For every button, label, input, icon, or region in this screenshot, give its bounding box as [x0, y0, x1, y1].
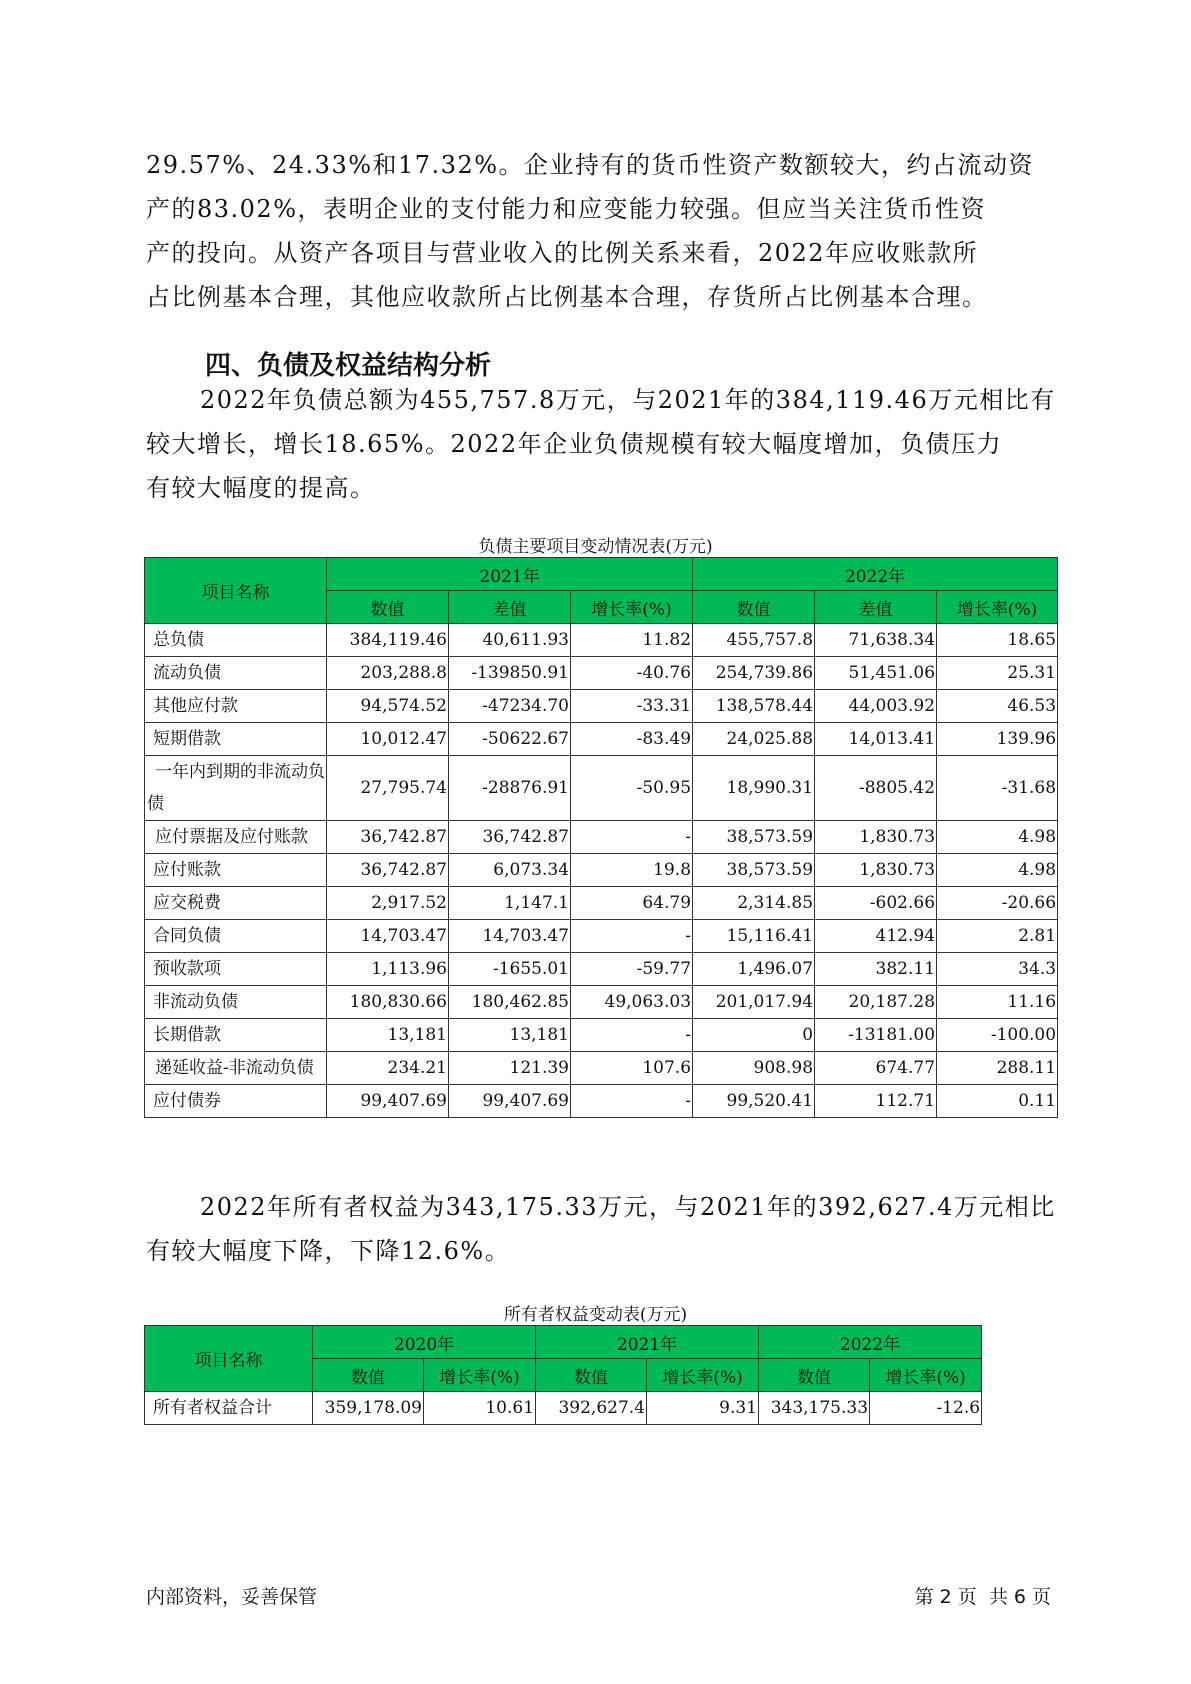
cell-value: 1,496.07: [693, 953, 815, 986]
footer-page-number: 第 2 页 共 6 页: [914, 1586, 1051, 1608]
cell-value: 382.11: [815, 953, 937, 986]
cell-value: 455,757.8: [693, 624, 815, 657]
cell-value: 44,003.92: [815, 690, 937, 723]
cell-value: -47234.70: [449, 690, 571, 723]
header-year: 2021年: [327, 558, 693, 591]
cell-value: 359,178.09: [313, 1392, 424, 1425]
cell-value: 412.94: [815, 920, 937, 953]
cell-value: 11.82: [571, 624, 693, 657]
row-label: 应交税费: [145, 887, 327, 920]
cell-value: 1,147.1: [449, 887, 571, 920]
cell-value: 234.21: [327, 1052, 449, 1085]
row-label: 其他应付款: [145, 690, 327, 723]
cell-value: 180,462.85: [449, 986, 571, 1019]
header-year: 2022年: [693, 558, 1058, 591]
cell-value: 24,025.88: [693, 723, 815, 756]
cell-value: 49,063.03: [571, 986, 693, 1019]
cell-value: 2.81: [937, 920, 1058, 953]
cell-value: 4.98: [937, 821, 1058, 854]
cell-value: 201,017.94: [693, 986, 815, 1019]
cell-value: -1655.01: [449, 953, 571, 986]
cell-value: 384,119.46: [327, 624, 449, 657]
header-year: 2022年: [759, 1326, 982, 1359]
cell-value: 14,703.47: [449, 920, 571, 953]
cell-value: 2,314.85: [693, 887, 815, 920]
cell-value: 19.8: [571, 854, 693, 887]
cell-value: 34.3: [937, 953, 1058, 986]
subheader: 数值: [313, 1359, 424, 1392]
cell-value: -50.95: [571, 756, 693, 821]
subheader: 增长率(%): [870, 1359, 982, 1392]
cell-value: -8805.42: [815, 756, 937, 821]
row-label: 应付账款: [145, 854, 327, 887]
subheader: 数值: [327, 591, 449, 624]
header-year: 2021年: [536, 1326, 759, 1359]
table-row: [145, 690, 1058, 723]
subheader: 数值: [693, 591, 815, 624]
row-label: 短期借款: [145, 723, 327, 756]
cell-value: 121.39: [449, 1052, 571, 1085]
cell-value: 71,638.34: [815, 624, 937, 657]
cell-value: -28876.91: [449, 756, 571, 821]
row-label: 流动负债: [145, 657, 327, 690]
cell-value: -40.76: [571, 657, 693, 690]
cell-value: -: [571, 1019, 693, 1052]
cell-value: 14,013.41: [815, 723, 937, 756]
cell-value: -602.66: [815, 887, 937, 920]
subheader: 数值: [536, 1359, 647, 1392]
cell-value: 99,407.69: [327, 1085, 449, 1118]
cell-value: -20.66: [937, 887, 1058, 920]
cell-value: 46.53: [937, 690, 1058, 723]
cell-value: 18,990.31: [693, 756, 815, 821]
cell-value: 107.6: [571, 1052, 693, 1085]
cell-value: 14,703.47: [327, 920, 449, 953]
cell-value: 908.98: [693, 1052, 815, 1085]
subheader: 增长率(%): [647, 1359, 759, 1392]
table-row: [145, 756, 1058, 821]
cell-value: 1,113.96: [327, 953, 449, 986]
section-heading: 四、负债及权益结构分析: [205, 351, 492, 381]
table-row: [145, 821, 1058, 854]
cell-value: 51,451.06: [815, 657, 937, 690]
text-line: 产的83.02%，表明企业的支付能力和应变能力较强。但应当关注货币性资: [146, 195, 987, 223]
row-label: 合同负债: [145, 920, 327, 953]
cell-value: 11.16: [937, 986, 1058, 1019]
text-line: 占比例基本合理，其他应收款所占比例基本合理，存货所占比例基本合理。: [146, 283, 988, 311]
table-row: [145, 1052, 1058, 1085]
subheader: 增长率(%): [571, 591, 693, 624]
cell-value: 392,627.4: [536, 1392, 647, 1425]
cell-value: 254,739.86: [693, 657, 815, 690]
table-row: [145, 657, 1058, 690]
cell-value: -50622.67: [449, 723, 571, 756]
cell-value: 99,407.69: [449, 1085, 571, 1118]
text-line: 产的投向。从资产各项目与营业收入的比例关系来看，2022年应收账款所: [146, 239, 979, 267]
liabilities-table: [144, 557, 1058, 1118]
cell-value: 203,288.8: [327, 657, 449, 690]
cell-value: 10,012.47: [327, 723, 449, 756]
cell-value: 180,830.66: [327, 986, 449, 1019]
text-line: 有较大幅度下降，下降12.6%。: [146, 1237, 511, 1265]
equity-table: [144, 1325, 982, 1425]
cell-value: -139850.91: [449, 657, 571, 690]
header-item-name: 项目名称: [145, 558, 327, 624]
cell-value: 36,742.87: [327, 854, 449, 887]
cell-value: -59.77: [571, 953, 693, 986]
subheader: 增长率(%): [937, 591, 1058, 624]
cell-value: -: [571, 821, 693, 854]
row-label: 预收款项: [145, 953, 327, 986]
cell-value: 27,795.74: [327, 756, 449, 821]
row-label: 非流动负债: [145, 986, 327, 1019]
row-label: 应付票据及应付账款: [145, 821, 327, 854]
table1-caption: 负债主要项目变动情况表(万元): [478, 537, 713, 557]
text-line: 2022年负债总额为455,757.8万元，与2021年的384,119.46万元相比有: [200, 386, 1056, 414]
table-row: [145, 986, 1058, 1019]
table2-caption: 所有者权益变动表(万元): [503, 1305, 688, 1325]
cell-value: -13181.00: [815, 1019, 937, 1052]
footer-confidential: 内部资料，妥善保管: [146, 1586, 318, 1608]
cell-value: 64.79: [571, 887, 693, 920]
subheader: 差值: [449, 591, 571, 624]
cell-value: 9.31: [647, 1392, 759, 1425]
text-line: 有较大幅度的提高。: [146, 474, 376, 502]
row-label: 所有者权益合计: [145, 1392, 313, 1425]
text-line: 较大增长，增长18.65%。2022年企业负债规模有较大幅度增加，负债压力: [146, 430, 1003, 458]
cell-value: 36,742.87: [449, 821, 571, 854]
cell-value: 25.31: [937, 657, 1058, 690]
cell-value: 1,830.73: [815, 821, 937, 854]
subheader: 数值: [759, 1359, 870, 1392]
text-line: 2022年所有者权益为343,175.33万元，与2021年的392,627.4万元相比: [200, 1193, 1056, 1221]
cell-value: 6,073.34: [449, 854, 571, 887]
cell-value: -: [571, 1085, 693, 1118]
cell-value: 1,830.73: [815, 854, 937, 887]
cell-value: 40,611.93: [449, 624, 571, 657]
cell-value: -31.68: [937, 756, 1058, 821]
table-row: [145, 953, 1058, 986]
cell-value: 2,917.52: [327, 887, 449, 920]
cell-value: 38,573.59: [693, 821, 815, 854]
cell-value: 38,573.59: [693, 854, 815, 887]
table-row: [145, 1085, 1058, 1118]
table-row: [145, 1019, 1058, 1052]
row-label: 总负债: [145, 624, 327, 657]
cell-value: 13,181: [327, 1019, 449, 1052]
table-row: [145, 887, 1058, 920]
cell-value: 288.11: [937, 1052, 1058, 1085]
header-year: 2020年: [313, 1326, 536, 1359]
cell-value: -83.49: [571, 723, 693, 756]
cell-value: 36,742.87: [327, 821, 449, 854]
cell-value: 18.65: [937, 624, 1058, 657]
cell-value: -: [571, 920, 693, 953]
table-row: [145, 920, 1058, 953]
cell-value: 139.96: [937, 723, 1058, 756]
cell-value: -33.31: [571, 690, 693, 723]
cell-value: 0: [693, 1019, 815, 1052]
header-item-name: 项目名称: [145, 1326, 313, 1392]
header-row: [145, 1326, 982, 1359]
table-row: [145, 624, 1058, 657]
cell-value: 112.71: [815, 1085, 937, 1118]
cell-value: 15,116.41: [693, 920, 815, 953]
row-label: 一年内到期的非流动负债: [145, 756, 327, 821]
subheader: 差值: [815, 591, 937, 624]
row-label: 应付债券: [145, 1085, 327, 1118]
header-row: [145, 558, 1058, 591]
row-label: 长期借款: [145, 1019, 327, 1052]
table-row: [145, 723, 1058, 756]
table-row: [145, 854, 1058, 887]
cell-value: 20,187.28: [815, 986, 937, 1019]
cell-value: -12.6: [870, 1392, 982, 1425]
row-label: 递延收益-非流动负债: [145, 1052, 327, 1085]
cell-value: 343,175.33: [759, 1392, 870, 1425]
cell-value: 13,181: [449, 1019, 571, 1052]
text-line: 29.57%、24.33%和17.32%。企业持有的货币性资产数额较大，约占流动资: [146, 151, 1035, 179]
subheader: 增长率(%): [424, 1359, 536, 1392]
cell-value: -100.00: [937, 1019, 1058, 1052]
cell-value: 94,574.52: [327, 690, 449, 723]
cell-value: 10.61: [424, 1392, 536, 1425]
cell-value: 138,578.44: [693, 690, 815, 723]
cell-value: 4.98: [937, 854, 1058, 887]
cell-value: 0.11: [937, 1085, 1058, 1118]
table-row: [145, 1392, 982, 1425]
cell-value: 99,520.41: [693, 1085, 815, 1118]
cell-value: 674.77: [815, 1052, 937, 1085]
